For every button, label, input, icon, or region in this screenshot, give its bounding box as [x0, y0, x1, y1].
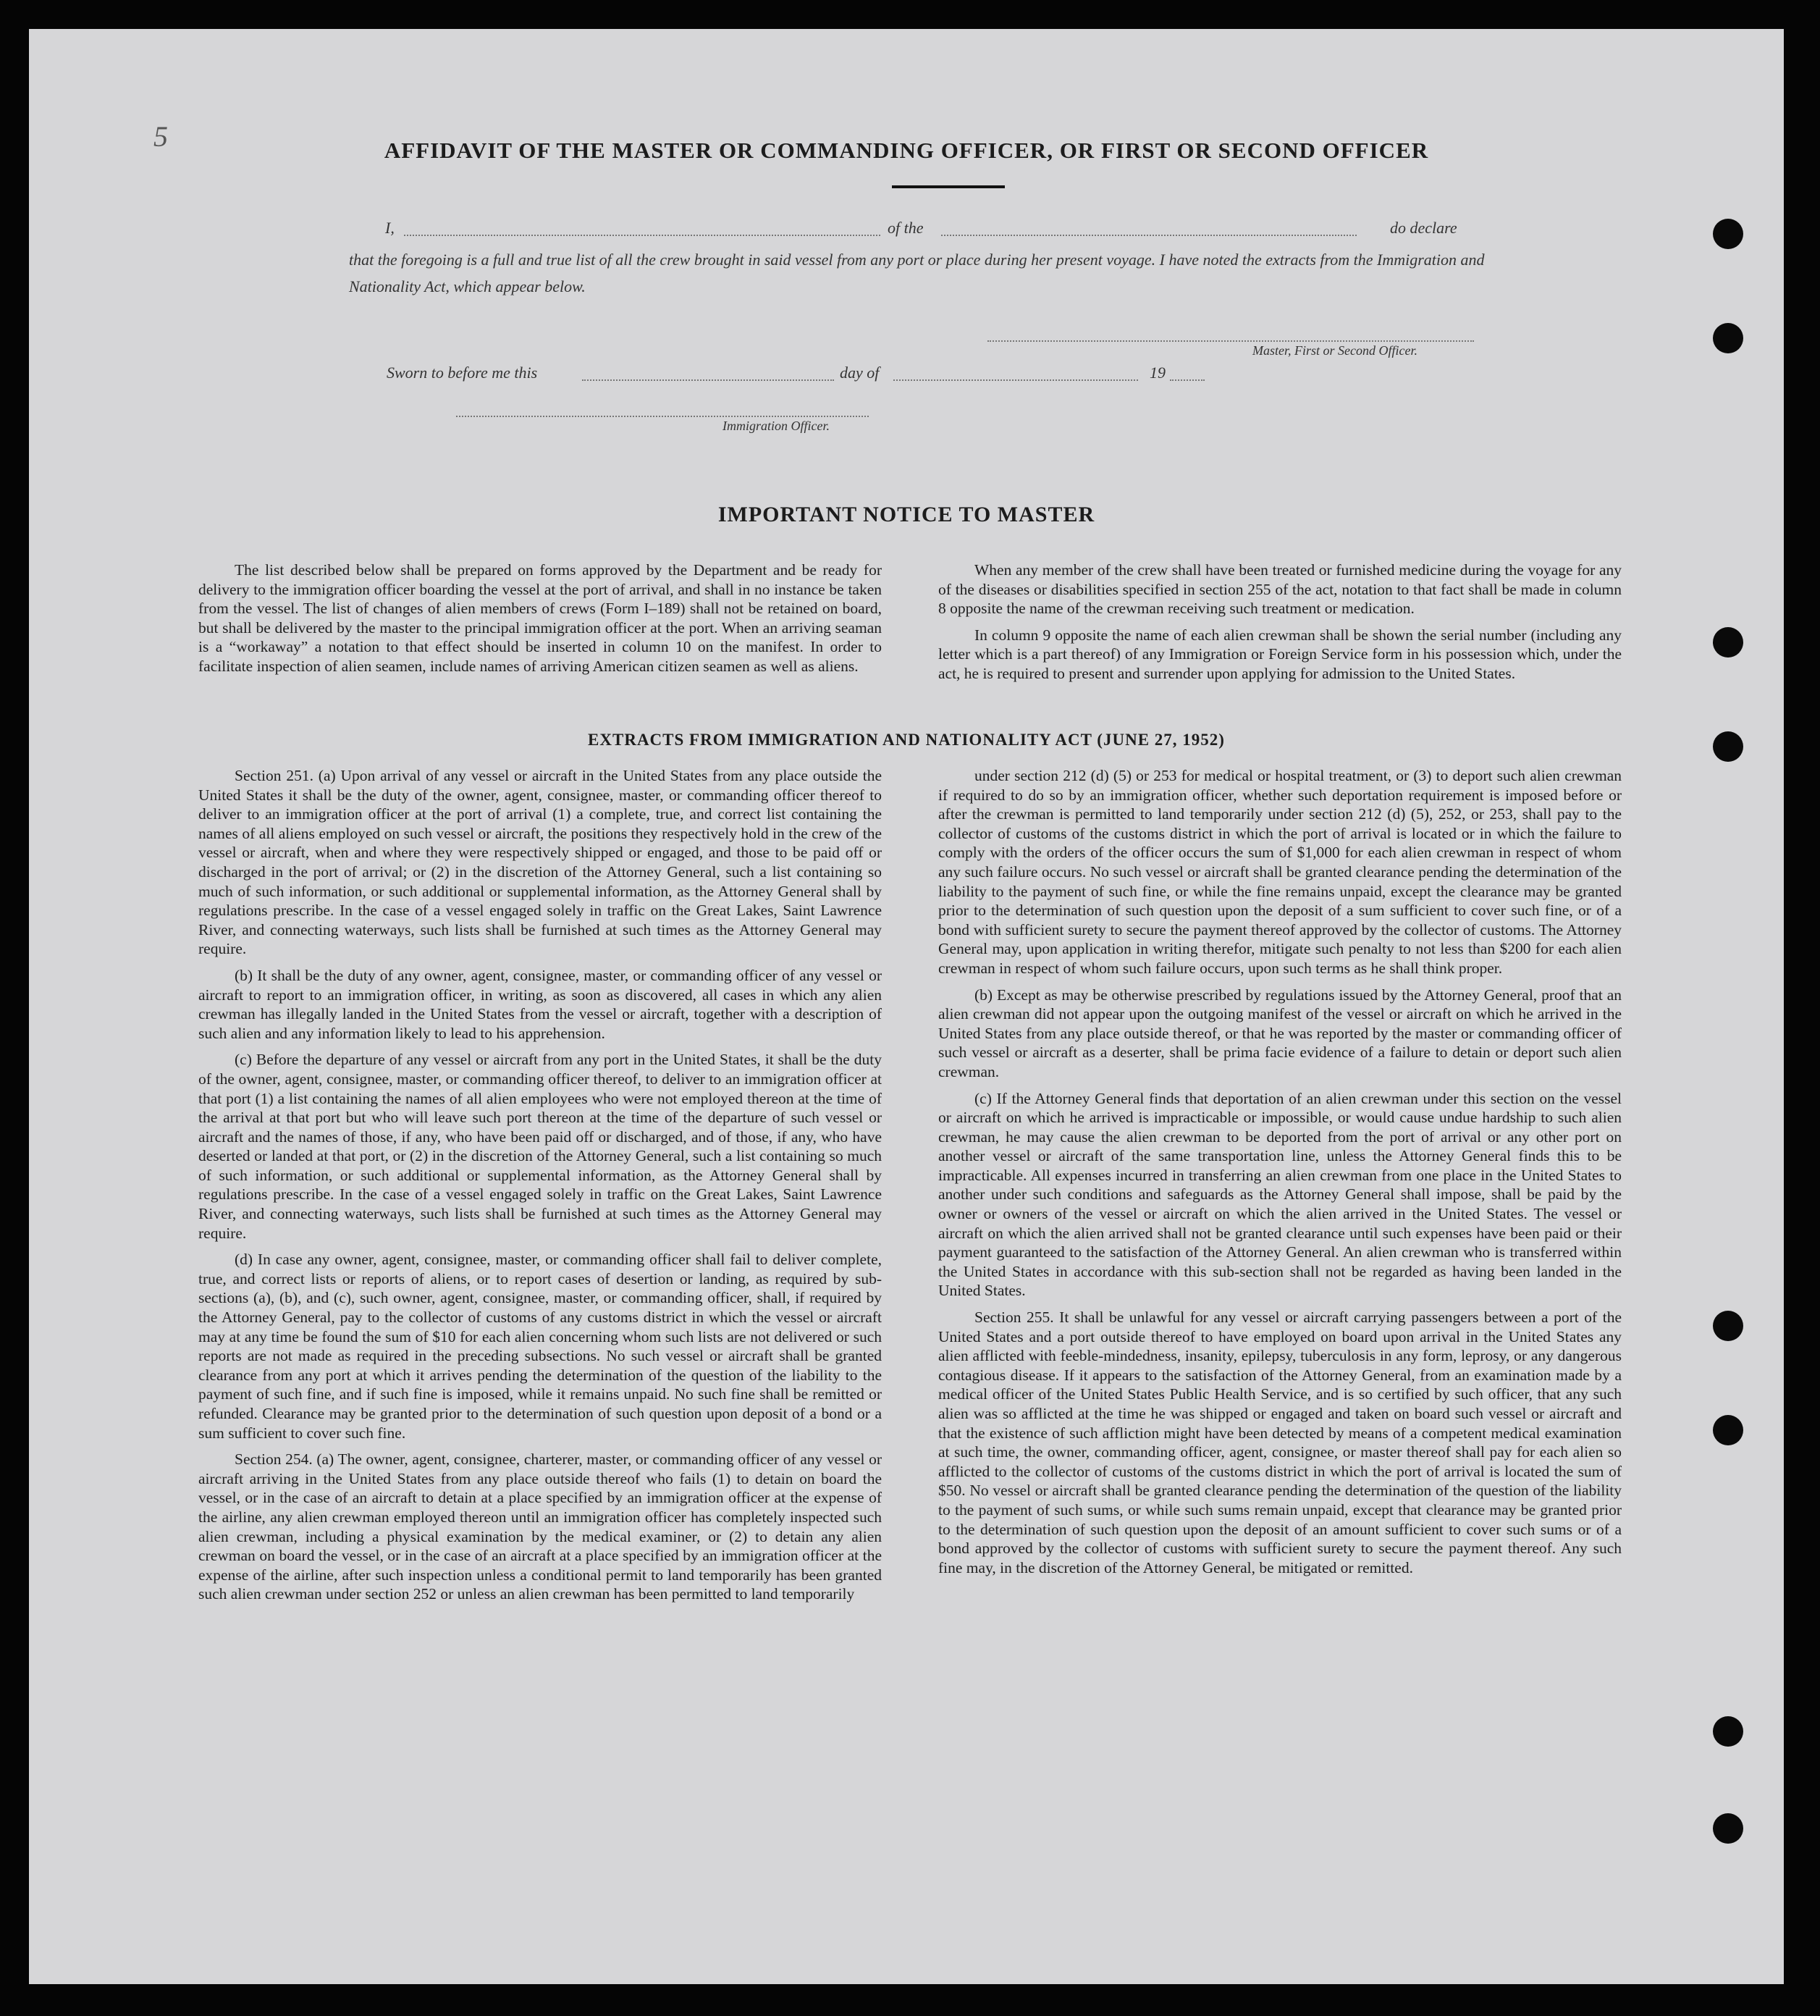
notice-paragraph: The list described below shall be prepared on forms approved by the Department and be ready for delivery to the immigration officer boarding the vessel at the port of arrival, and shall in no instance be taken from the vessel. The list of changes of alien members of crews (Form I–189) shall not be retained on board, but shall be delivered by the master to the principal immigration officer at the port. When an arriving seaman is a “workaway” a notation to that effect should be inserted in column 10 on the manifest. In order to facilitate inspection of alien seamen, include names of arriving American citizen seamen as well as aliens.	[198, 561, 882, 675]
punch-hole	[1713, 731, 1743, 762]
officer-signature-blank	[456, 416, 869, 417]
section-251c: (c) Before the departure of any vessel or aircraft from any port in the United States, it shall be the duty of the owner, agent, consignee, master, or commanding officer thereof, to deliver to an immigration officer at that port (1) a list containing the names of all alien employees who were not employed thereon at the time of the arrival at that port but who will leave such port thereon at the time of the departure of such vessel or aircraft and the names of those, if any, who have been paid off or discharged, and of those, if any, who have deserted or landed at that port, or (2) in the discretion of the Attorney General, such a list containing so much of such information, or such additional or supplemental information, as the Attorney General shall by regulations prescribe. In the case of a vessel engaged solely in traffic on the Great Lakes, Saint Lawrence River, and connecting waterways, such lists shall be furnished at such times as the Attorney General may require.	[198, 1051, 882, 1242]
name-blank	[404, 235, 880, 236]
label-of-the: of the	[888, 219, 924, 237]
officer-signature-label: Immigration Officer.	[722, 419, 830, 433]
notice-left-column	[198, 560, 882, 684]
extracts-title: EXTRACTS FROM IMMIGRATION AND NATIONALITY ACT (JUNE 27, 1952)	[588, 731, 1225, 749]
affidavit-statement: that the foregoing is a full and true list of all the crew brought in said vessel from any port or place during her present voyage. I have noted the extracts from the Immigration and Nationality Act, which appear below.	[349, 251, 1485, 295]
label-i: I,	[385, 219, 395, 237]
master-signature-label: Master, First or Second Officer.	[1252, 343, 1417, 358]
punch-hole	[1713, 323, 1743, 353]
section-255: Section 255. It shall be unlawful for any vessel or aircraft carrying passengers between a port of the United States and a port outside thereof to have employed on board upon arrival in the United States any alien afflicted with feeble-mindedness, insanity, epilepsy, tuberculosis in any form, leprosy, or any dangerous contagious disease. If it appears to the satisfaction of the Attorney General, from an examination made by a medical officer of the United States Public Health Service, and is so certified by such officer, that any such alien was so afflicted at the time he was shipped or engaged and taken on board such vessel or aircraft and that the existence of such affliction might have been detected by means of a competent medical examination at such time, the owner, commanding officer, agent, consignee, or master thereof shall pay for each alien so afflicted to the collector of customs of the customs district in which the port of arrival is located the sum of $50. No vessel or aircraft shall be granted clearance pending the determination of the question of the liability to the payment of such sums, or while such sums remain unpaid, except that clearance may be granted prior to the determination of such question upon the deposit of an amount sufficient to cover such sums or of a bond approved by the collector of customs with sufficient surety to secure the payment thereof. Any such fine may, in the discretion of the Attorney General, be mitigated or remitted.	[938, 1309, 1622, 1576]
punch-hole	[1713, 1311, 1743, 1341]
punch-hole	[1713, 1716, 1743, 1747]
document-page	[29, 29, 1784, 1984]
sworn-year-blank	[1170, 379, 1205, 381]
pencil-page-mark: 5	[153, 120, 168, 153]
punch-hole	[1713, 1415, 1743, 1445]
sworn-month-blank	[893, 379, 1138, 381]
section-254b: (b) Except as may be otherwise prescribed by regulations issued by the Attorney General, proof that an alien crewman did not appear upon the outgoing manifest of the vessel or aircraft on which he arrived in the United States from any place outside thereof, or that he was reported by the master or commanding officer of such vessel or aircraft as a deserter, shall be prima facie evidence of a failure to detain or deport such alien crewman.	[938, 986, 1622, 1080]
section-254a: Section 254. (a) The owner, agent, consignee, charterer, master, or commanding officer of any vessel or aircraft arriving in the United States from any place outside thereof who fails (1) to detain on board the vessel, or in the case of an aircraft to detain at a place specified by an immigration officer at the expense of the airline, any alien crewman employed thereon until an immigration officer has completely inspected such alien crewman, including a physical examination by the medical examiner, or (2) to detain any alien crewman on board the vessel, or in the case of an aircraft at a place specified by an immigration officer at the expense of the airline, after such inspection unless a conditional permit to land temporarily has been granted such alien crewman under section 252 or unless an alien crewman has been permitted to land temporarily	[198, 1450, 882, 1603]
notice-paragraph: In column 9 opposite the name of each alien crewman shall be shown the serial number (including any letter which is a part thereof) of any Immigration or Foreign Service form in his possession which, under the act, he is required to present and surrender upon applying for admission to the United States.	[938, 626, 1622, 682]
section-251a: Section 251. (a) Upon arrival of any vessel or aircraft in the United States from any place outside the United States it shall be the duty of the owner, agent, consignee, master, or commanding officer thereof to deliver to an immigration officer at the port of arrival (1) a complete, true, and correct list containing the names of all aliens employed on such vessel or aircraft, the positions they respectively hold in the crew of the vessel or aircraft, when and where they were respectively shipped or engaged, and those to be paid off or discharged in the port of arrival; or (2) in the discretion of the Attorney General, such a list containing so much of such information, or such additional or supplemental information, as the Attorney General shall by regulations prescribe. In the case of a vessel engaged solely in traffic on the Great Lakes, Saint Lawrence River, and connecting waterways, such lists shall be furnished at such times as the Attorney General may require.	[198, 767, 882, 958]
extracts-left-column	[198, 766, 882, 1611]
master-signature-blank	[987, 340, 1474, 342]
section-251b: (b) It shall be the duty of any owner, agent, consignee, master, or commanding officer of any vessel or aircraft to report to an immigration officer, in writing, as soon as discovered, all cases in which any alien crewman has illegally landed in the United States from the vessel or aircraft, together with a description of such alien and any information likely to lead to his apprehension.	[198, 966, 882, 1042]
year-label: 19	[1150, 364, 1166, 382]
punch-hole	[1713, 1813, 1743, 1844]
section-251d: (d) In case any owner, agent, consignee, master, or commanding officer shall fail to deliver complete, true, and correct lists or reports of aliens, or to report cases of desertion or landing, as required by sub-sections (a), (b), and (c), such owner, agent, consignee, master, or commanding officer, shall, if required by the Attorney General, pay to the collector of customs of any customs district in which the vessel or aircraft may at any time be found the sum of $10 for each alien concerning whom such lists are not delivered or such reports are not made as required in the preceding subsections. No such vessel or aircraft shall be granted clearance from any port at which it arrives pending the determination of the question of the liability to the payment of such fine, and if such fine is imposed, while it remains unpaid. No such fine shall be remitted or refunded. Clearance may be granted prior to the determination of such question upon deposit of a bond or a sum sufficient to cover such fine.	[198, 1251, 882, 1442]
title-underline	[892, 185, 1005, 188]
extracts-right-column	[938, 766, 1622, 1584]
punch-hole	[1713, 627, 1743, 658]
punch-hole	[1713, 219, 1743, 249]
day-of-label: day of	[840, 364, 880, 382]
vessel-blank	[941, 235, 1357, 236]
label-do-declare: do declare	[1390, 219, 1457, 237]
affidavit-title: AFFIDAVIT OF THE MASTER OR COMMANDING OFFICER, OR FIRST OR SECOND OFFICER	[384, 138, 1429, 163]
sworn-label: Sworn to before me this	[387, 364, 538, 382]
section-254a-continued: under section 212 (d) (5) or 253 for medical or hospital treatment, or (3) to deport such alien crewman if required to do so by an immigration officer, whether such deportation requirement is imposed before or after the crewman is permitted to land temporarily under section 212 (d) (5), 252, or 253, shall pay to the collector of customs of the customs district in which the port of arrival is located or in which the failure to comply with the orders of the officer occurs the sum of $1,000 for each alien crewman in respect of whom any such failure occurs. No such vessel or aircraft shall be granted clearance pending the determination of the liability to the payment of such fine, or while the fine remains unpaid, except the clearance may be granted prior to the determination of such question upon the deposit of a sum sufficient to cover such fine, or of a bond with sufficient surety to secure the payment thereof approved by the collector of customs. The Attorney General may, upon application in writing therefor, mitigate such penalty to not less than $200 for each alien crewman in respect of whom such failure occurs, upon such terms as he shall think proper.	[938, 767, 1622, 977]
sworn-day-blank	[582, 379, 834, 381]
section-254c: (c) If the Attorney General finds that deportation of an alien crewman under this section on the vessel or aircraft on which he arrived is impracticable or impossible, or would cause undue hardship to such alien crewman, he may cause the alien crewman to be deported from the port of arrival or any other port on another vessel or aircraft of the same transportation line, unless the Attorney General finds this to be impracticable. All expenses incurred in transferring an alien crewman from one place in the United States to another under such conditions and safeguards as the Attorney General shall impose, shall be paid by the owner or owners of the vessel or aircraft on which the alien arrived in the United States. The vessel or aircraft on which the alien arrived shall not be granted clearance until such expenses have been paid or their payment guaranteed to the satisfaction of the Attorney General. An alien crewman who is transferred within the United States in accordance with this sub-section shall not be regarded as having been landed in the United States.	[938, 1089, 1622, 1300]
notice-right-column	[938, 560, 1622, 691]
notice-title: IMPORTANT NOTICE TO MASTER	[717, 503, 1095, 526]
notice-paragraph: When any member of the crew shall have been treated or furnished medicine during the voyage for any of the diseases or disabilities specified in section 255 of the act, notation to that fact shall be made in column 8 opposite the name of the crewman receiving such treatment or medication.	[938, 561, 1622, 618]
